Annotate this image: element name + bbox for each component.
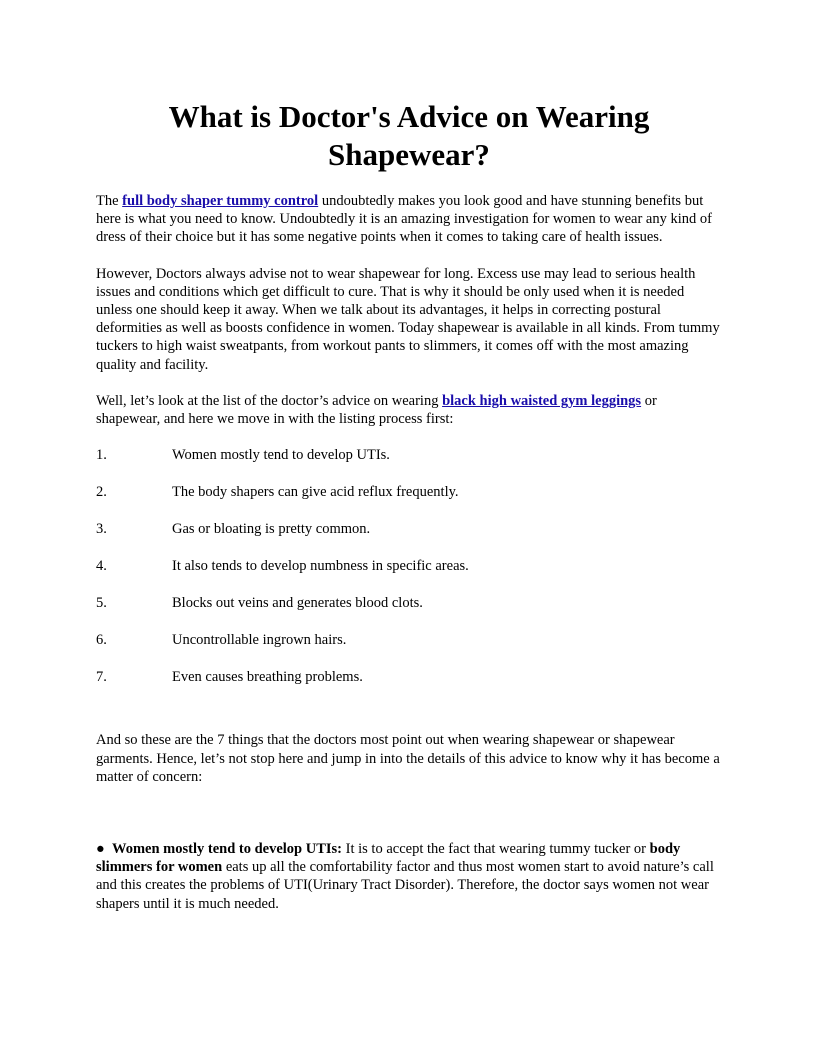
list-item-text: The body shapers can give acid reflux frequently.: [172, 484, 459, 501]
list-item-text: It also tends to develop numbness in specific areas.: [172, 558, 469, 575]
uti-section-heading: Women mostly tend to develop UTIs:: [112, 841, 343, 858]
list-item: [96, 520, 722, 538]
doctors-advice-paragraph: However, Doctors always advise not to wear shapewear for long. Excess use may lead to serious health issues and conditions which get difficult to cure. That is why it should be only used when it is needed unless one should keep it away. When we talk about its advantages, it helps in correcting postural deformities as well as boosts confidence in women. Today shapewear is available in all kinds. From tummy tuckers to high waist sweatpants, from workout pants to slimmers, it comes off with the most amazing quality and facility.: [96, 265, 720, 373]
list-item-number: 6.: [96, 632, 107, 649]
advice-list: [96, 446, 722, 686]
list-item-number: 2.: [96, 484, 107, 501]
list-intro-prefix: Well, let’s look at the list of the doctor’s advice on wearing: [96, 392, 443, 409]
list-item-number: 5.: [96, 595, 107, 612]
list-item-text: Even causes breathing problems.: [172, 669, 363, 686]
gym-leggings-link[interactable]: black high waisted gym leggings: [442, 392, 642, 409]
uti-section-paragraph: [96, 840, 722, 913]
list-item-text: Uncontrollable ingrown hairs.: [172, 632, 347, 649]
list-item: [96, 557, 722, 575]
bullet-icon: ●: [96, 841, 105, 858]
uti-section-text-1: It is to accept the fact that wearing tummy tucker or: [342, 841, 650, 858]
list-item-text: Blocks out veins and generates blood clots.: [172, 595, 423, 612]
intro-paragraph: [96, 192, 722, 247]
full-body-shaper-link[interactable]: full body shaper tummy control: [122, 193, 319, 209]
list-item: [96, 594, 722, 612]
list-item-text: Women mostly tend to develop UTIs.: [172, 447, 390, 464]
intro-prefix: The: [96, 193, 123, 209]
list-item: [96, 446, 722, 464]
list-item: [96, 483, 722, 501]
page-title: What is Doctor's Advice on Wearing Shapewear?: [168, 99, 650, 172]
intro-suffix: undoubtedly makes you look good and have stunning benefits but here is what you need to know. Undoubtedly it is an amazing investigation for women to wear any kind of dress of their choice but it has some negative points when it comes to taking care of health issues.: [96, 193, 712, 246]
list-item-number: 3.: [96, 521, 107, 538]
list-item: [96, 631, 722, 649]
body-slimmers-emphasis: body slimmers for women: [96, 841, 681, 876]
list-item-number: 1.: [96, 447, 107, 464]
document-page: [96, 98, 722, 913]
summary-paragraph: And so these are the 7 things that the doctors most point out when wearing shapewear or shapewear garments. Hence, let’s not stop here and jump in into the details of this advice to know why it has become a matter of concern:: [96, 732, 720, 785]
list-intro-paragraph: [96, 392, 722, 428]
list-intro-suffix: or shapewear, and here we move in with the listing process first:: [96, 392, 657, 428]
list-item: [96, 668, 722, 686]
uti-section-text-2: eats up all the comfortability factor and thus most women start to avoid nature’s call and this creates the problems of UTI(Urinary Tract Disorder). Therefore, the doctor says women not wear shapers until it is much needed.: [96, 859, 714, 912]
list-item-text: Gas or bloating is pretty common.: [172, 521, 371, 538]
list-item-number: 4.: [96, 558, 107, 575]
list-item-number: 7.: [96, 669, 107, 686]
